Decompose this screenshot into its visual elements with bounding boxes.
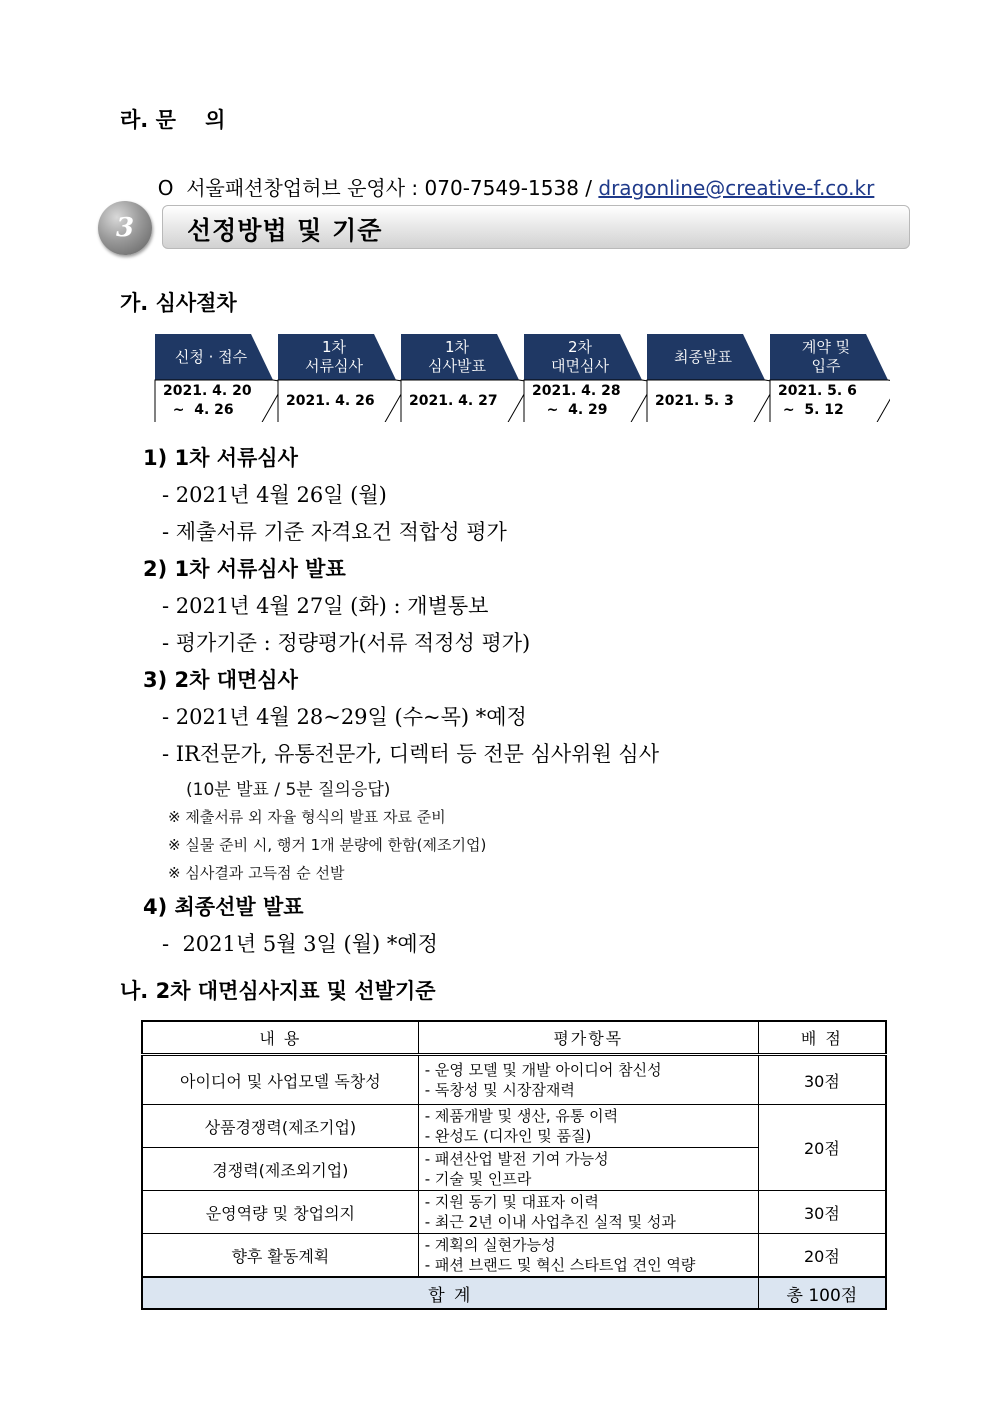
contact-text: 서울패션창업허브 운영사 : 070-7549-1538 / <box>186 176 599 200</box>
process-step-date-line: ~ 4. 29 <box>532 402 608 418</box>
step-1-desc: - 제출서류 기준 자격요건 적합성 평가 <box>162 520 507 544</box>
total-label: 합 계 <box>142 1277 758 1309</box>
step-4-title: 4) 최종선발 발표 <box>143 895 304 919</box>
process-step-label-line: 대면심사 <box>551 357 609 375</box>
contact-line <box>145 148 874 201</box>
process-step-label <box>524 334 636 380</box>
item-line: - 최근 2년 이내 사업추진 실적 및 성과 <box>424 1213 676 1231</box>
item-line: - 완성도 (디자인 및 품질) <box>424 1127 592 1145</box>
process-step-date-line: 2021. 4. 28 <box>532 383 621 399</box>
section-number-badge: 3 <box>98 201 152 255</box>
step-4-date: - 2021년 5월 3일 (월) *예정 <box>162 932 438 956</box>
process-step-date <box>778 382 857 420</box>
process-step-date-line: ~ 5. 12 <box>778 402 844 418</box>
step-3-note-3: ※ 심사결과 고득점 순 선발 <box>168 864 345 882</box>
bullet-marker: O <box>157 176 174 200</box>
email-link[interactable]: dragonline@creative-f.co.kr <box>598 176 875 200</box>
item-line: - 제품개발 및 생산, 유통 이력 <box>424 1107 619 1125</box>
table-row <box>142 1234 886 1278</box>
step-3-date: - 2021년 4월 28~29일 (수~목) *예정 <box>162 705 527 729</box>
process-step-date-line: 2021. 5. 3 <box>655 393 734 409</box>
row-items <box>418 1234 758 1278</box>
row-items <box>418 1148 758 1191</box>
header-content: 내 용 <box>142 1021 418 1055</box>
process-step-date-line: 2021. 4. 27 <box>409 393 498 409</box>
process-step-date <box>286 392 375 411</box>
row-items <box>418 1055 758 1105</box>
process-step-label-line: 1차 <box>444 338 470 356</box>
process-step-label-line: 계약 및 <box>801 338 851 356</box>
item-line: - 지원 동기 및 대표자 이력 <box>424 1193 599 1211</box>
row-score: 20점 <box>758 1105 886 1191</box>
process-step-label-line: 서류심사 <box>305 357 363 375</box>
row-content: 아이디어 및 사업모델 독창성 <box>142 1055 418 1105</box>
process-step-date <box>532 382 621 420</box>
process-step-label-line: 입주 <box>811 357 841 375</box>
item-line: - 패션 브랜드 및 혁신 스타트업 견인 역량 <box>424 1256 696 1274</box>
row-score: 30점 <box>758 1055 886 1105</box>
row-score: 30점 <box>758 1191 886 1234</box>
process-step-label <box>278 334 390 380</box>
header-score: 배 점 <box>758 1021 886 1055</box>
row-content: 경쟁력(제조외기업) <box>142 1148 418 1191</box>
step-2-title: 2) 1차 서류심사 발표 <box>143 557 346 581</box>
process-step-label-line: 심사발표 <box>428 357 486 375</box>
header-items: 평가항목 <box>418 1021 758 1055</box>
table-row <box>142 1055 886 1105</box>
process-step-label <box>155 334 267 380</box>
process-step-date <box>163 382 252 420</box>
process-step-label-line: 1차 <box>321 338 347 356</box>
row-content: 상품경쟁력(제조기업) <box>142 1105 418 1148</box>
row-score: 20점 <box>758 1234 886 1278</box>
section-heading-procedure: 가. 심사절차 <box>120 291 237 315</box>
total-score: 총 100점 <box>758 1277 886 1309</box>
process-step-label <box>770 334 882 380</box>
table-total-row <box>142 1277 886 1309</box>
item-line: - 계획의 실현가능성 <box>424 1236 556 1254</box>
step-3-format: (10분 발표 / 5분 질의응답) <box>186 780 391 800</box>
step-3-desc: - IR전문가, 유통전문가, 디렉터 등 전문 심사위원 심사 <box>162 742 659 766</box>
process-step-date-line: 2021. 4. 20 <box>163 383 252 399</box>
item-line: - 기술 및 인프라 <box>424 1170 532 1188</box>
row-items <box>418 1191 758 1234</box>
process-step-label <box>401 334 513 380</box>
table-header-row <box>142 1021 886 1055</box>
step-1-title: 1) 1차 서류심사 <box>143 446 298 470</box>
item-line: - 패션산업 발전 기여 가능성 <box>424 1150 609 1168</box>
process-step-label-line: 2차 <box>567 338 593 356</box>
table-row <box>142 1191 886 1234</box>
row-items <box>418 1105 758 1148</box>
table-row <box>142 1105 886 1148</box>
criteria-table <box>141 1020 887 1310</box>
item-line: - 독창성 및 시장잠재력 <box>424 1081 575 1099</box>
row-content: 향후 활동계획 <box>142 1234 418 1278</box>
step-3-note-2: ※ 실물 준비 시, 행거 1개 분량에 한함(제조기업) <box>168 836 487 854</box>
section-heading-inquiry: 라. 문 의 <box>120 108 226 132</box>
process-step-date-line: 2021. 5. 6 <box>778 383 857 399</box>
process-step-label-line: 최종발표 <box>674 347 732 366</box>
step-3-note-1: ※ 제출서류 외 자율 형식의 발표 자료 준비 <box>168 808 446 826</box>
section-heading-criteria: 나. 2차 대면심사지표 및 선발기준 <box>120 979 436 1003</box>
process-step-date <box>655 392 734 411</box>
process-step-date-line: ~ 4. 26 <box>163 402 234 418</box>
item-line: - 운영 모델 및 개발 아이디어 참신성 <box>424 1061 662 1079</box>
process-step-date <box>409 392 498 411</box>
row-content: 운영역량 및 창업의지 <box>142 1191 418 1234</box>
step-3-title: 3) 2차 대면심사 <box>143 668 298 692</box>
process-step-date-line: 2021. 4. 26 <box>286 393 375 409</box>
step-2-desc: - 평가기준 : 정량평가(서류 적정성 평가) <box>162 631 531 655</box>
section-title: 선정방법 및 기준 <box>187 216 383 245</box>
process-step-label <box>647 334 759 380</box>
step-2-date: - 2021년 4월 27일 (화) : 개별통보 <box>162 594 489 618</box>
process-step-label-line: 신청 · 접수 <box>174 347 248 366</box>
step-1-date: - 2021년 4월 26일 (월) <box>162 483 387 507</box>
